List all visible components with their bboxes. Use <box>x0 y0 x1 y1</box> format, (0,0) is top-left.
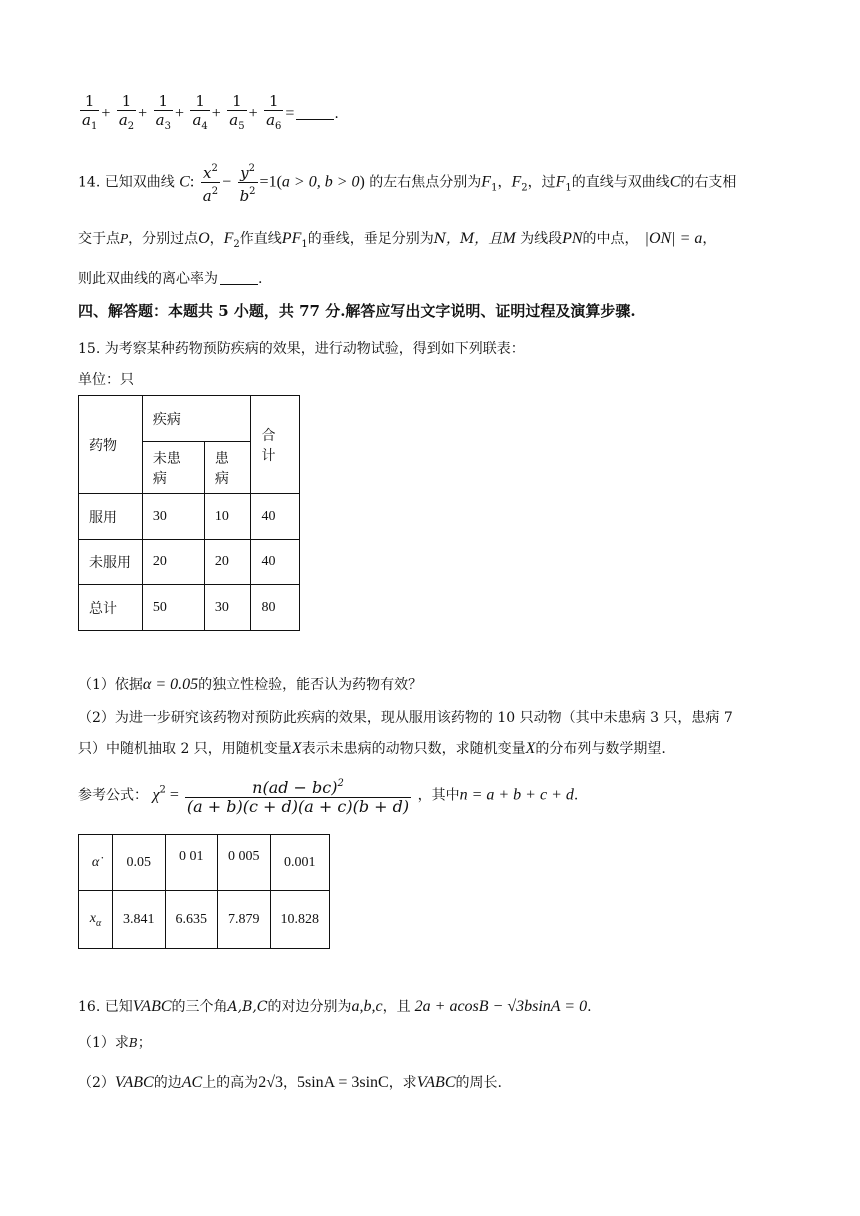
reference-formula: 参考公式： $\chi^2$ = $\frac{n(ad - bc)^2}{(a + b)(c + d)(a + c)(b + d)}$ ，其中n = a + b + c + d. <box>78 775 578 816</box>
q16-statement: 16. 已知VABC的三个角A,B,C的对边分别为a,b,c，且 2a + acosB − √3bsinA = 0. <box>78 998 592 1015</box>
q13-frac-3: $\frac{1}{a_3}$ <box>154 92 173 136</box>
q14-line-2: 交于点P，分别过点O，$F_2$作直线$PF_1$的垂线，垂足分别为N，M，且M 为线段PN的中点， |ON| = a， <box>78 230 717 250</box>
q13-frac-1: $\frac{1}{a_1}$ <box>80 92 99 136</box>
header-total: 合计 <box>251 396 300 494</box>
q13-sum-line: $\frac{1}{a_1}$ + $\frac{1}{a_2}$ + $\frac{1}{a_3}$ + $\frac{1}{a_4}$ + $\frac{1}{a_5}$ + $\frac{1}{a_6}$ = . <box>78 92 339 136</box>
q13-frac-5: $\frac{1}{a_5}$ <box>227 92 246 136</box>
q14-frac-x: $\frac{x^2}{a^2}$ <box>202 163 219 205</box>
chi-square-fraction: $\frac{n(ad - bc)^2}{(a + b)(c + d)(a + c)(b + d)}$ <box>186 778 410 816</box>
table-row: 未服用 20 20 40 <box>79 540 300 585</box>
q15-part1: （1）依据α = 0.05的独立性检验，能否认为药物有效？ <box>78 676 423 693</box>
table-row: 总计 50 30 80 <box>79 585 300 631</box>
q13-frac-2: $\frac{1}{a_2}$ <box>117 92 136 136</box>
q13-frac-6: $\frac{1}{a_6}$ <box>264 92 283 136</box>
contingency-table <box>78 395 300 631</box>
section-heading: 四、解答题：本题共 5 小题，共 77 分.解答应写出文字说明、证明过程及演算步骤. <box>78 302 636 320</box>
q15-unit: 单位：只 <box>78 372 134 388</box>
header-disease: 疾病 <box>142 396 251 442</box>
table-row: 服用 30 10 40 <box>79 494 300 540</box>
header-not-sick: 未患病 <box>142 442 204 494</box>
q13-frac-4: $\frac{1}{a_4}$ <box>190 92 209 136</box>
q16-part2: （2）VABC的边AC上的高为2√3，5sinA = 3sinC，求VABC的周长. <box>78 1074 502 1091</box>
q14-frac-y: $\frac{y^2}{b^2}$ <box>239 163 256 205</box>
answer-blank <box>220 270 258 285</box>
critical-row: $x_\alpha$ 3.841 6.635 7.879 10.828 <box>79 891 330 949</box>
q15-intro: 15. 为考察某种药物预防疾病的效果，进行动物试验，得到如下列联表： <box>78 341 525 357</box>
q15-part2-line1: （2）为进一步研究该药物对预防此疾病的效果，现从服用该药物的 10 只动物（其中未患病 3 只，患病 7 <box>78 710 733 726</box>
q14-line-3: 则此双曲线的离心率为 . <box>78 271 263 287</box>
alpha-row: α̇ 0.05 0 01 0 005 0.001 <box>79 835 330 891</box>
answer-blank <box>296 105 334 120</box>
q15-part2-line2: 只）中随机抽取 2 只，用随机变量X表示未患病的动物只数，求随机变量X的分布列与数学期望. <box>78 740 666 757</box>
q14-line-1: 14. 已知双曲线 C: $\frac{x^2}{a^2}$ − $\frac{y^2}{b^2}$ =1(a > 0, b > 0) 的左右焦点分别为$F_1$，$F_2$，过$F_1$的直线与双曲线C的右支相 <box>78 160 736 205</box>
critical-value-table <box>78 834 330 949</box>
header-drug: 药物 <box>79 396 143 494</box>
header-sick: 患病 <box>204 442 251 494</box>
q16-part1: （1）求B； <box>78 1035 152 1051</box>
